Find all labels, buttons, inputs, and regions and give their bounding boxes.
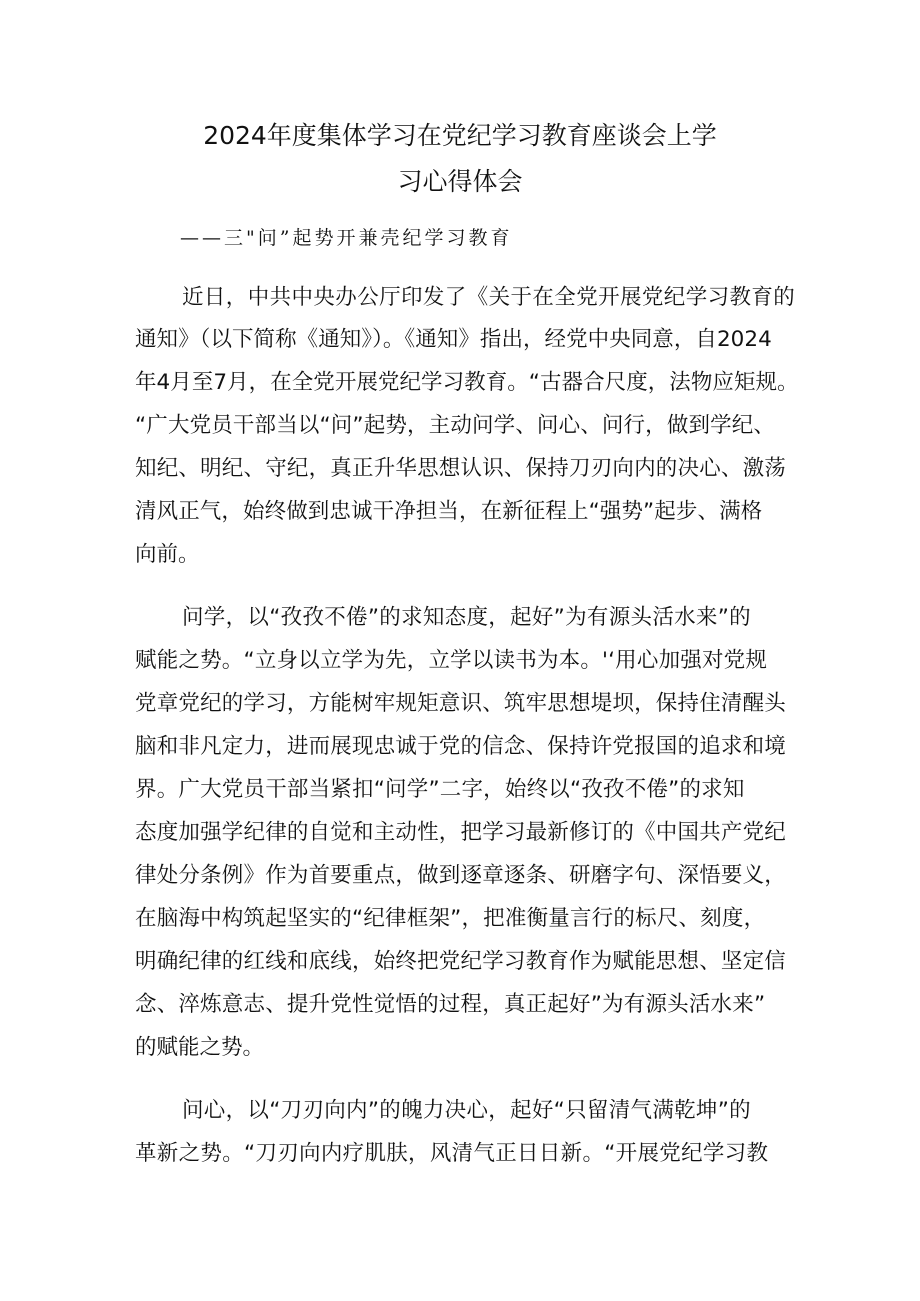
paragraph-2-line: 律处分条例》作为首要重点，做到逐章逐条、研磨字句、深悟要义， <box>135 863 787 888</box>
paragraph-1-line: 通知》（以下简称《通知》）。《通知》指出，经党中央同意，自2024 <box>135 327 772 352</box>
paragraph-2-line: 的赋能之势。 <box>135 1035 265 1060</box>
paragraph-2-line: 明确纪律的红线和底线，始终把党纪学习教育作为赋能思想、坚定信 <box>135 949 787 974</box>
paragraph-1-line: 清风正气，始终做到忠诚干净担当，在新征程上“强势”起步、满格 <box>135 499 763 524</box>
paragraph-1-line: 向前。 <box>135 542 200 567</box>
paragraph-3-line: 问心，以“刀刃向内”的魄力决心，起好“只留清气满乾坤”的 <box>182 1098 751 1123</box>
paragraph-2-line: 赋能之势。“立身以立学为先，立学以读书为本。'‘用心加强对党规 <box>135 648 768 673</box>
paragraph-2-line: 脑和非凡定力，进而展现忠诚于党的信念、保持许党报国的追求和境 <box>135 734 787 759</box>
paragraph-1-line: 知纪、明纪、守纪，真正升华思想认识、保持刀刃向内的决心、激荡 <box>135 456 787 481</box>
document-title-line-2: 习心得体会 <box>397 167 523 196</box>
paragraph-3-line: 革新之势。“刀刃向内疗肌肤，风清气正日日新。“开展党纪学习教 <box>135 1141 769 1166</box>
paragraph-1-line: 年4月至7月，在全党开展党纪学习教育。“古器合尺度，法物应矩规。 <box>135 370 799 395</box>
paragraph-2-line: 党章党纪的学习，方能树牢规矩意识、筑牢思想堤坝，保持住清醒头 <box>135 691 787 716</box>
paragraph-2-line: 问学，以“孜孜不倦”的求知态度，起好”为有源头活水来”的 <box>182 605 751 630</box>
paragraph-2-line: 念、淬炼意志、提升党性觉悟的过程，真正起好”为有源头活水来” <box>135 992 766 1017</box>
paragraph-1-line: “广大党员干部当以“问”起势，主动问学、问心、问行，做到学纪、 <box>135 413 776 438</box>
paragraph-2-line: 在脑海中构筑起坚实的“纪律框架”，把准衡量言行的标尺、刻度， <box>135 906 766 931</box>
paragraph-1-line: 近日，中共中央办公厅印发了《关于在全党开展党纪学习教育的 <box>182 285 796 310</box>
paragraph-2-line: 态度加强学纪律的自觉和主动性，把学习最新修订的《中国共产党纪 <box>135 820 787 845</box>
document-subtitle: ——三"问”起势开兼壳纪学习教育 <box>180 227 513 249</box>
paragraph-2-line: 界。广大党员干部当紧扣“问学”二字，始终以“孜孜不倦”的求知 <box>135 777 745 802</box>
document-title-line-1: 2024年度集体学习在党纪学习教育座谈会上学 <box>203 121 717 150</box>
